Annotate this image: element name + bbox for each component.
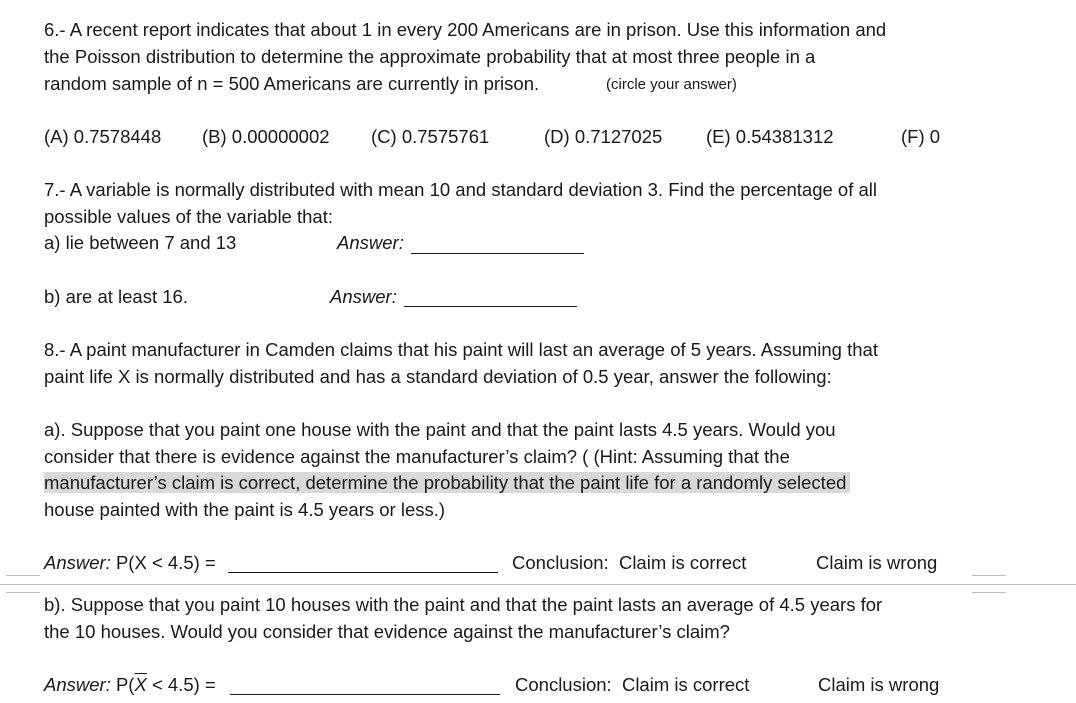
- q8a-answer-label: Answer:: [44, 552, 111, 573]
- q8-line-2: paint life X is normally distributed and has a standard deviation of 0.5 year, answer the following:: [44, 366, 832, 387]
- q8b-answer-p: P(: [115, 674, 135, 695]
- q6-choice-d[interactable]: (D) 0.7127025: [544, 126, 663, 147]
- q8b-answer-rest: < 4.5) =: [146, 674, 216, 695]
- q8a-line-2: consider that there is evidence against the manufacturer’s claim? ( (Hint: Assuming that the: [44, 446, 790, 467]
- q6-choice-b[interactable]: (B) 0.00000002: [202, 126, 330, 147]
- q7-line-2: possible values of the variable that:: [44, 206, 333, 227]
- q8a-line-1: a). Suppose that you paint one house with the paint and that the paint lasts 4.5 years. Would you: [44, 419, 836, 440]
- q6-choice-c[interactable]: (C) 0.7575761: [371, 126, 490, 147]
- q8b-answer: [44, 673, 216, 697]
- conclusion-label: Conclusion:: [512, 552, 609, 573]
- q6-circle-note: (circle your answer): [606, 76, 737, 93]
- q8-line-1: 8.- A paint manufacturer in Camden claims that his paint will last an average of 5 years. Assuming that: [44, 339, 878, 360]
- q8a-line-3-highlighted: [44, 471, 850, 495]
- q6-choice-a[interactable]: (A) 0.7578448: [44, 126, 162, 147]
- q7b-answer-label: Answer:: [330, 286, 397, 307]
- right-margin-marker: [972, 575, 1006, 593]
- left-margin-marker: [6, 575, 40, 593]
- q8a-line-4: house painted with the paint is 4.5 years or less.): [44, 499, 446, 520]
- claim-correct-option[interactable]: Claim is correct: [621, 674, 750, 695]
- q8b-answer-label: Answer:: [44, 674, 111, 695]
- q8a-answer-blank[interactable]: [228, 572, 498, 573]
- q8b-line-1: b). Suppose that you paint 10 houses with the paint and that the paint lasts an average of 4.5 years for: [44, 594, 883, 615]
- q7b-answer-blank[interactable]: [404, 306, 577, 307]
- q6-line-3: random sample of n = 500 Americans are currently in prison.: [44, 73, 540, 94]
- claim-wrong-option[interactable]: Claim is wrong: [818, 674, 940, 695]
- conclusion-label: Conclusion:: [515, 674, 612, 695]
- page-break-line: [0, 584, 1076, 585]
- q6-choice-f[interactable]: (F) 0: [901, 126, 941, 147]
- q7-part-b: b) are at least 16.: [44, 286, 188, 307]
- q7-part-a: a) lie between 7 and 13: [44, 232, 237, 253]
- claim-wrong-option[interactable]: Claim is wrong: [816, 552, 938, 573]
- xbar-symbol: $\overline{X}$: [134, 674, 147, 695]
- q8a-answer: [44, 551, 216, 575]
- q8b-answer-blank[interactable]: [230, 694, 500, 695]
- q8a-answer-expr: P(X < 4.5) =: [115, 552, 216, 573]
- q8b-conclusion: [515, 673, 749, 697]
- q8a-conclusion: [512, 551, 746, 575]
- highlight-span: manufacturer’s claim is correct, determine the probability that the paint life for a randomly selected: [44, 472, 850, 493]
- q6-choice-e[interactable]: (E) 0.54381312: [706, 126, 834, 147]
- claim-correct-option[interactable]: Claim is correct: [618, 552, 747, 573]
- q6-line-2: the Poisson distribution to determine the approximate probability that at most three people in a: [44, 46, 816, 67]
- q6-line-1: 6.- A recent report indicates that about 1 in every 200 Americans are in prison. Use this information and: [44, 19, 887, 40]
- q7a-answer-blank[interactable]: [411, 253, 584, 254]
- q7-line-1: 7.- A variable is normally distributed with mean 10 and standard deviation 3. Find the percentage of all: [44, 179, 877, 200]
- q7a-answer-label: Answer:: [337, 232, 404, 253]
- q8b-line-2: the 10 houses. Would you consider that evidence against the manufacturer’s claim?: [44, 621, 730, 642]
